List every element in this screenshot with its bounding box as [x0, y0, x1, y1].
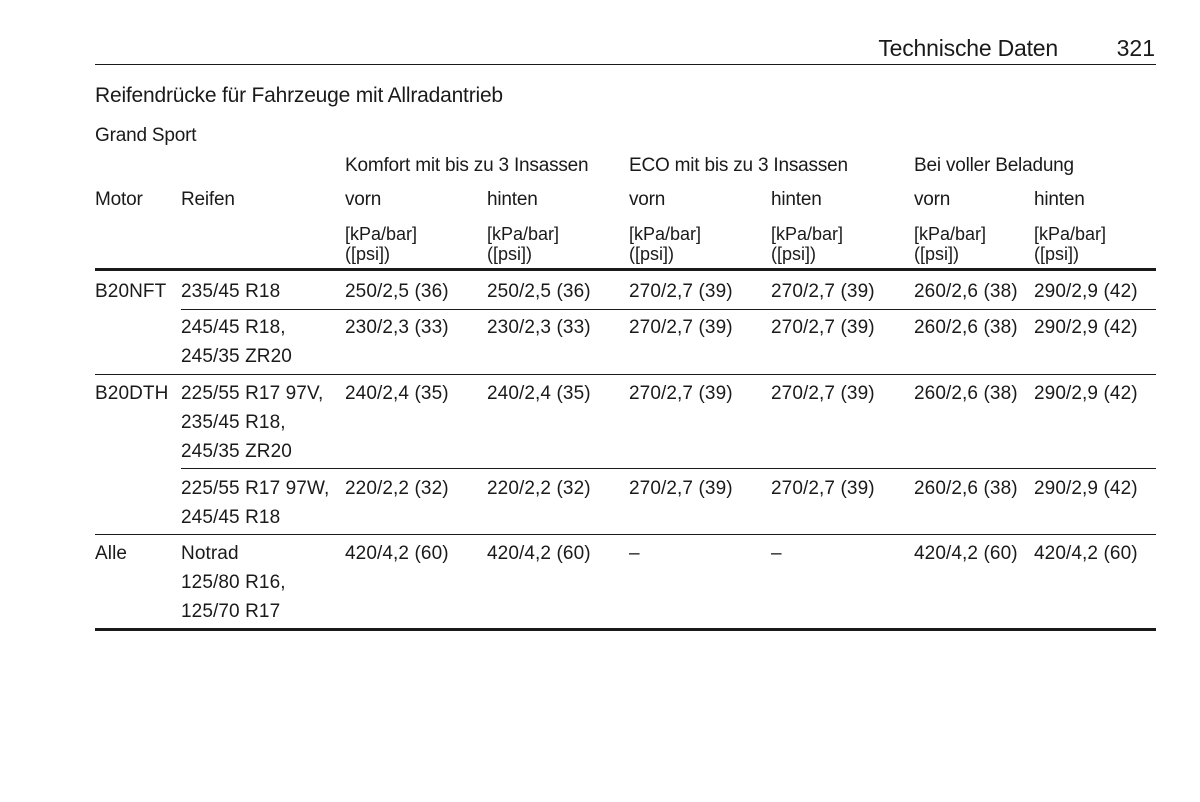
pressure-cell: – [771, 543, 782, 564]
page-header [95, 32, 1156, 65]
row-tires: 245/45 R18, 245/35 ZR20 [181, 317, 292, 367]
pressure-cell: 230/2,3 (33) [345, 317, 449, 338]
pressure-cell: 230/2,3 (33) [487, 317, 591, 338]
pressure-cell: 420/4,2 (60) [345, 543, 449, 564]
pressure-cell: 420/4,2 (60) [1034, 543, 1138, 564]
unit-label: [kPa/bar] ([psi]) [487, 224, 560, 264]
column-header-full-rear: hinten [1034, 189, 1085, 210]
unit-label: [kPa/bar] ([psi]) [629, 224, 702, 264]
chapter-title: Technische Daten [878, 35, 1058, 61]
pressure-cell: 290/2,9 (42) [1034, 478, 1138, 499]
row-divider [181, 309, 1156, 310]
pressure-cell: 270/2,7 (39) [629, 317, 733, 338]
pressure-cell: 270/2,7 (39) [771, 281, 875, 302]
pressure-cell: 260/2,6 (38) [914, 383, 1018, 404]
pressure-cell: 250/2,5 (36) [487, 281, 591, 302]
column-header-full-front: vorn [914, 189, 951, 210]
column-header-motor: Motor [95, 189, 143, 210]
row-motor: B20DTH [95, 383, 169, 404]
row-divider [95, 374, 1156, 375]
pressure-cell: 270/2,7 (39) [771, 317, 875, 338]
pressure-cell: 270/2,7 (39) [629, 281, 733, 302]
column-group-comfort: Komfort mit bis zu 3 Insassen [345, 155, 589, 176]
pressure-cell: 260/2,6 (38) [914, 317, 1018, 338]
pressure-cell: 270/2,7 (39) [771, 383, 875, 404]
pressure-cell: 290/2,9 (42) [1034, 281, 1138, 302]
row-tires: Notrad 125/80 R16, 125/70 R17 [181, 543, 286, 622]
page-number: 321 [1116, 35, 1155, 61]
pressure-cell: 240/2,4 (35) [345, 383, 449, 404]
pressure-cell: 220/2,2 (32) [487, 478, 591, 499]
unit-label: [kPa/bar] ([psi]) [1034, 224, 1107, 264]
column-group-full-load: Bei voller Beladung [914, 155, 1074, 176]
pressure-cell: 220/2,2 (32) [345, 478, 449, 499]
pressure-cell: 260/2,6 (38) [914, 478, 1018, 499]
row-divider [95, 534, 1156, 535]
pressure-cell: 270/2,7 (39) [629, 478, 733, 499]
model-title: Grand Sport [95, 125, 197, 146]
pressure-cell: 270/2,7 (39) [771, 478, 875, 499]
row-motor: Alle [95, 543, 128, 564]
pressure-cell: 250/2,5 (36) [345, 281, 449, 302]
column-header-eco-rear: hinten [771, 189, 822, 210]
pressure-cell: 290/2,9 (42) [1034, 383, 1138, 404]
pressure-cell: 260/2,6 (38) [914, 281, 1018, 302]
row-divider [181, 468, 1156, 469]
pressure-cell: – [629, 543, 640, 564]
column-header-eco-front: vorn [629, 189, 666, 210]
column-header-tires: Reifen [181, 189, 235, 210]
column-group-eco: ECO mit bis zu 3 Insassen [629, 155, 848, 176]
pressure-cell: 420/4,2 (60) [914, 543, 1018, 564]
header-rule [95, 268, 1156, 271]
pressure-cell: 290/2,9 (42) [1034, 317, 1138, 338]
table-bottom-rule [95, 628, 1156, 631]
pressure-cell: 420/4,2 (60) [487, 543, 591, 564]
column-header-comfort-rear: hinten [487, 189, 538, 210]
row-motor: B20NFT [95, 281, 167, 302]
unit-label: [kPa/bar] ([psi]) [914, 224, 987, 264]
row-tires: 225/55 R17 97W, 245/45 R18 [181, 478, 330, 528]
section-title: Reifendrücke für Fahrzeuge mit Allradantrieb [95, 84, 503, 107]
pressure-cell: 270/2,7 (39) [629, 383, 733, 404]
column-header-comfort-front: vorn [345, 189, 382, 210]
row-tires: 235/45 R18 [181, 281, 281, 302]
unit-label: [kPa/bar] ([psi]) [771, 224, 844, 264]
pressure-cell: 240/2,4 (35) [487, 383, 591, 404]
unit-label: [kPa/bar] ([psi]) [345, 224, 418, 264]
row-tires: 225/55 R17 97V, 235/45 R18, 245/35 ZR20 [181, 383, 324, 462]
